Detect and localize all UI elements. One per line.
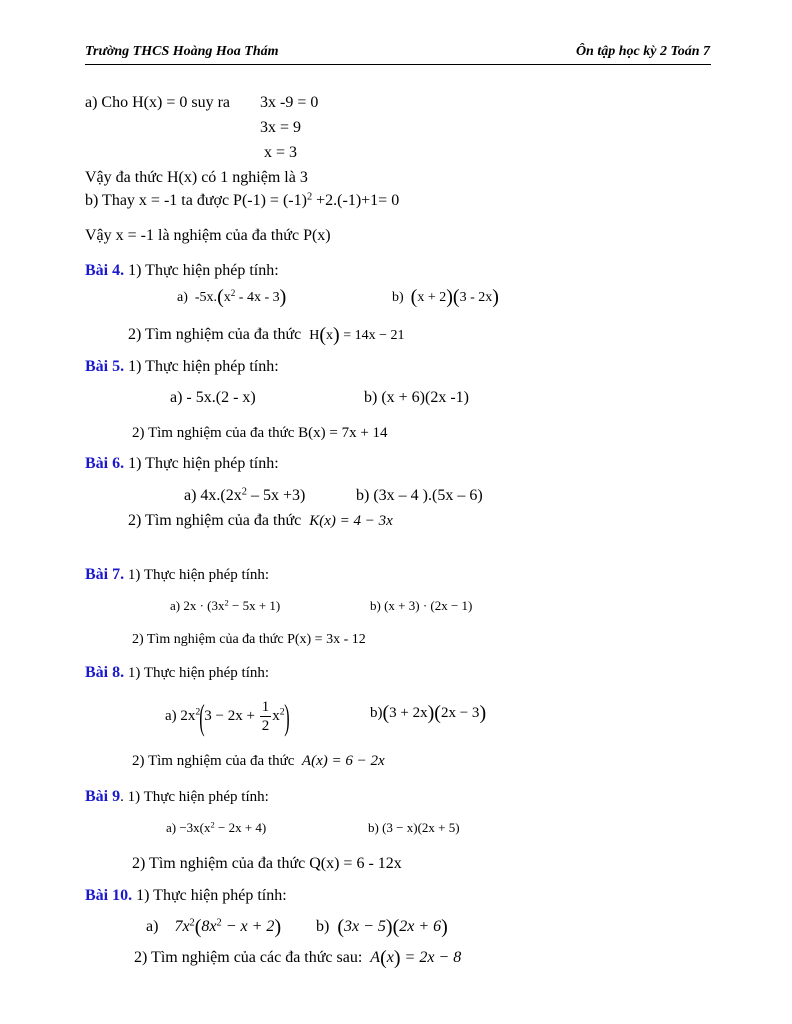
bai6-a-p1: a) 4x.(2x (184, 487, 242, 504)
bai4-q2-p3: = 14x − 21 (339, 328, 405, 343)
bai6-intro: 1) Thực hiện phép tính: (124, 455, 279, 472)
bai8-a-exp2: 2 (279, 706, 285, 718)
bai10-title: Bài 10. (85, 887, 133, 904)
bai7-a-p2: − 5x + 1) (228, 598, 281, 613)
bai4-q2: 2) Tìm nghiệm của đa thức H(x) = 14x − 21 (128, 324, 405, 346)
bai9-intro: . 1) Thực hiện phép tính: (120, 789, 269, 805)
bai5-heading (85, 358, 279, 376)
bai8-b-label: b) (370, 705, 383, 721)
bai6-a-expression (184, 487, 305, 505)
bai4-a-p3: - 4x - 3 (235, 290, 280, 305)
bai8-a-p2: 3 − 2x + (204, 708, 259, 724)
bai8-a-den: 2 (261, 718, 270, 735)
solution-a-conclusion: Vậy đa thức H(x) có 1 nghiệm là 3 (85, 169, 308, 186)
bai4-a-exp: 2 (230, 288, 236, 298)
bai7-b-expression: b) (x + 3) · (2x − 1) (370, 598, 473, 613)
bai5-b-expression: b) (x + 6)(2x -1) (364, 389, 469, 406)
bai10-a-exp: 2 (189, 917, 195, 929)
bai10-q2-p3: = 2x − 8 (400, 949, 462, 966)
bai8-b-p2: 2x − 3 (440, 705, 480, 721)
bai6-q2-text: 2) Tìm nghiệm của đa thức (128, 512, 302, 529)
bai9-q2: 2) Tìm nghiệm của đa thức Q(x) = 6 - 12x (132, 855, 402, 872)
bai9-heading (85, 788, 269, 806)
bai9-b-expression: b) (3 − x)(2x + 5) (368, 820, 460, 835)
bai4-q2-text: 2) Tìm nghiệm của đa thức (128, 326, 302, 343)
bai10-q2-text: 2) Tìm nghiệm của các đa thức sau: (134, 949, 363, 966)
bai10-q2-p1: A (370, 949, 381, 966)
bai8-a-p1: a) 2x (165, 708, 196, 724)
bai8-q2-text: 2) Tìm nghiệm của đa thức (132, 753, 295, 769)
bai5-a-expression: a) - 5x.(2 - x) (170, 389, 256, 406)
bai8-b-expression: b)(3 + 2x)(2x − 3) (370, 702, 487, 724)
bai10-b-label: b) (316, 918, 330, 935)
bai7-a-expression (170, 598, 280, 614)
bai9-a-exp: 2 (210, 819, 215, 830)
solution-b-exp: 2 (306, 191, 313, 203)
bai7-a-p1: a) 2x · (3x (170, 598, 225, 613)
bai9-title: Bài 9 (85, 788, 121, 805)
bai10-a-exp2: 2 (216, 917, 222, 929)
bai7-intro: 1) Thực hiện phép tính: (124, 567, 270, 583)
bai10-b-p2: 2x + 6 (399, 918, 442, 935)
bai8-a-expression: a) $2x^2(3 - 2x$ + $\frac{1}{2}$ $x^2$) (165, 696, 290, 737)
solution-a-eq3: x = 3 (264, 144, 298, 161)
bai9-a-p2: − 2x + 4) (214, 820, 267, 835)
bai10-a-p1: 7x (174, 918, 190, 935)
bai8-a-exp: 2 (195, 706, 201, 718)
bai5-intro: 1) Thực hiện phép tính: (124, 358, 279, 375)
bai4-b-expression: b) (x + 2)(3 - 2x) (392, 286, 499, 308)
bai4-title: Bài 4. (85, 262, 125, 279)
bai8-title: Bài 8. (85, 664, 125, 681)
bai10-a-label: a) (146, 918, 159, 935)
bai10-a-p2: 8x (201, 918, 217, 935)
solution-b-line (85, 192, 399, 210)
bai7-title: Bài 7. (85, 566, 125, 583)
bai4-a-p1: -5x. (194, 290, 218, 305)
bai7-q2: 2) Tìm nghiệm của đa thức P(x) = 3x - 12 (132, 632, 366, 647)
bai6-b-expression: b) (3x – 4 ).(5x – 6) (356, 487, 483, 504)
bai4-q2-p2: x (326, 328, 334, 343)
bai10-b-p1: 3x − 5 (344, 918, 386, 935)
bai7-a-exp: 2 (224, 597, 229, 608)
solution-b-part2: +2.(-1)+1= 0 (312, 192, 400, 209)
bai4-a-p2: x (223, 290, 231, 305)
bai10-intro: 1) Thực hiện phép tính: (132, 887, 287, 904)
solution-b-part1: b) Thay x = -1 ta được P(-1) = (-1) (85, 192, 307, 209)
bai6-title: Bài 6. (85, 455, 125, 472)
header-divider (85, 64, 711, 65)
bai10-a-expression: a) $7x^2(8x^2 - x + 2)$ (146, 916, 282, 938)
bai4-q2-p1: H (309, 328, 320, 343)
bai6-a-exp: 2 (241, 486, 247, 498)
bai8-a-p3: x (272, 708, 280, 724)
bai4-intro: 1) Thực hiện phép tính: (124, 262, 279, 279)
bai9-a-expression (166, 820, 266, 836)
bai10-q2: 2) Tìm nghiệm của các đa thức sau: A(x) = 2x − 8 (134, 947, 462, 969)
bai6-heading (85, 455, 279, 473)
bai8-q2 (132, 753, 385, 770)
bai8-a-num: 1 (261, 699, 270, 716)
bai4-b-p1: x + 2 (417, 290, 447, 305)
bai5-title: Bài 5. (85, 358, 125, 375)
header-school: Trường THCS Hoàng Hoa Thám (85, 44, 279, 59)
bai5-q2: 2) Tìm nghiệm của đa thức B(x) = 7x + 14 (132, 425, 388, 441)
bai4-b-p2: 3 - 2x (459, 290, 493, 305)
bai8-a-fraction (260, 698, 272, 735)
bai4-a-expression: a) $-5x.(x^2 - 4x - 3)$ (177, 286, 287, 308)
bai8-q2-expr: A(x) = 6 − 2x (301, 753, 385, 769)
bai4-a-label: a) (177, 290, 188, 305)
solution-a-eq1: 3x -9 = 0 (260, 94, 319, 111)
header-subject: Ôn tập học kỳ 2 Toán 7 (575, 44, 710, 59)
bai10-a-p3: − x + 2 (221, 918, 275, 935)
bai8-heading (85, 664, 269, 682)
solution-a-eq2: 3x = 9 (260, 119, 302, 136)
bai4-heading (85, 262, 279, 280)
bai10-heading (85, 887, 287, 905)
bai6-q2-expr: K(x) = 4 − 3x (309, 513, 393, 529)
bai10-q2-p2: x (386, 949, 394, 966)
solution-b-conclusion: Vậy x = -1 là nghiệm của đa thức P(x) (85, 227, 331, 244)
bai7-heading (85, 566, 269, 584)
bai8-b-p1: 3 + 2x (389, 705, 428, 721)
bai4-b-label: b) (392, 290, 404, 305)
bai6-q2 (128, 512, 393, 530)
bai10-b-expression: b) (3x − 5)(2x + 6) (316, 916, 448, 938)
bai8-intro: 1) Thực hiện phép tính: (124, 665, 270, 681)
bai6-a-p2: – 5x +3) (246, 487, 306, 504)
bai9-a-p1: a) −3x(x (166, 820, 211, 835)
solution-a-prefix: a) Cho H(x) = 0 suy ra (85, 94, 230, 111)
